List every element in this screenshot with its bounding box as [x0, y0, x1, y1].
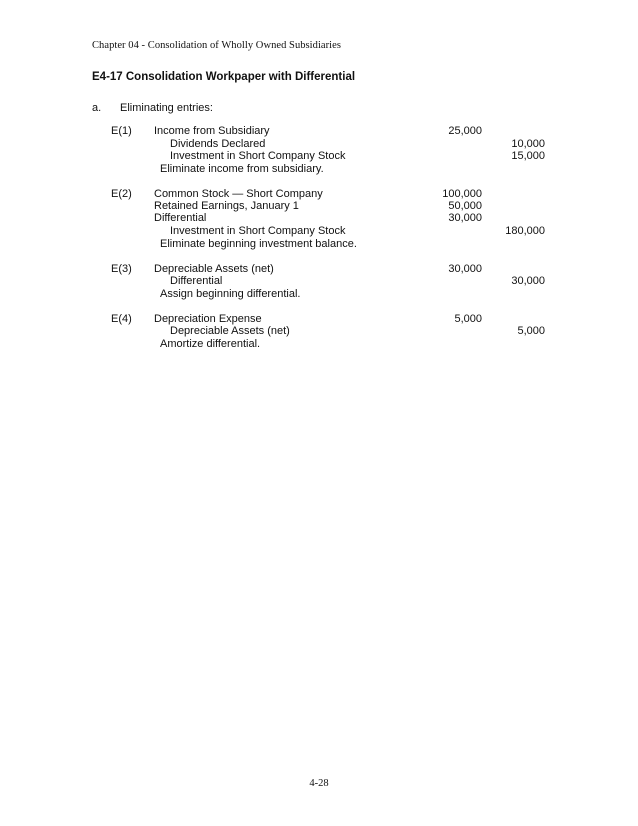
- debit-amount: 50,000: [448, 200, 482, 212]
- credit-amount: 15,000: [511, 150, 545, 162]
- entry-explanation: Eliminate beginning investment balance.: [160, 238, 357, 250]
- entry-explanation: Assign beginning differential.: [160, 288, 301, 300]
- entry-id: E(4): [111, 313, 132, 325]
- credit-amount: 10,000: [511, 138, 545, 150]
- debit-account: Depreciable Assets (net): [154, 263, 274, 275]
- credit-account: Investment in Short Company Stock: [170, 150, 346, 162]
- credit-amount: 5,000: [517, 325, 545, 337]
- debit-amount: 30,000: [448, 263, 482, 275]
- entry-id: E(1): [111, 125, 132, 137]
- entry-id: E(3): [111, 263, 132, 275]
- debit-account: Differential: [154, 212, 207, 224]
- credit-amount: 30,000: [511, 275, 545, 287]
- page-number: 4-28: [309, 778, 329, 789]
- part-heading: Eliminating entries:: [120, 102, 213, 114]
- running-header: Chapter 04 - Consolidation of Wholly Owned Subsidiaries: [92, 40, 341, 51]
- entry-explanation: Eliminate income from subsidiary.: [160, 163, 324, 175]
- debit-amount: 25,000: [448, 125, 482, 137]
- credit-amount: 180,000: [505, 225, 545, 237]
- debit-amount: 100,000: [442, 188, 482, 200]
- debit-account: Income from Subsidiary: [154, 125, 270, 137]
- credit-account: Depreciable Assets (net): [170, 325, 290, 337]
- entry-explanation: Amortize differential.: [160, 338, 261, 350]
- debit-account: Depreciation Expense: [154, 313, 262, 325]
- exercise-title: E4-17 Consolidation Workpaper with Differential: [92, 71, 356, 83]
- debit-account: Retained Earnings, January 1: [154, 200, 299, 212]
- credit-account: Dividends Declared: [170, 138, 266, 150]
- credit-account: Differential: [170, 275, 223, 287]
- part-label: a.: [92, 102, 102, 114]
- entry-id: E(2): [111, 188, 132, 200]
- credit-account: Investment in Short Company Stock: [170, 225, 346, 237]
- debit-amount: 30,000: [448, 212, 482, 224]
- debit-amount: 5,000: [454, 313, 482, 325]
- debit-account: Common Stock — Short Company: [154, 188, 323, 200]
